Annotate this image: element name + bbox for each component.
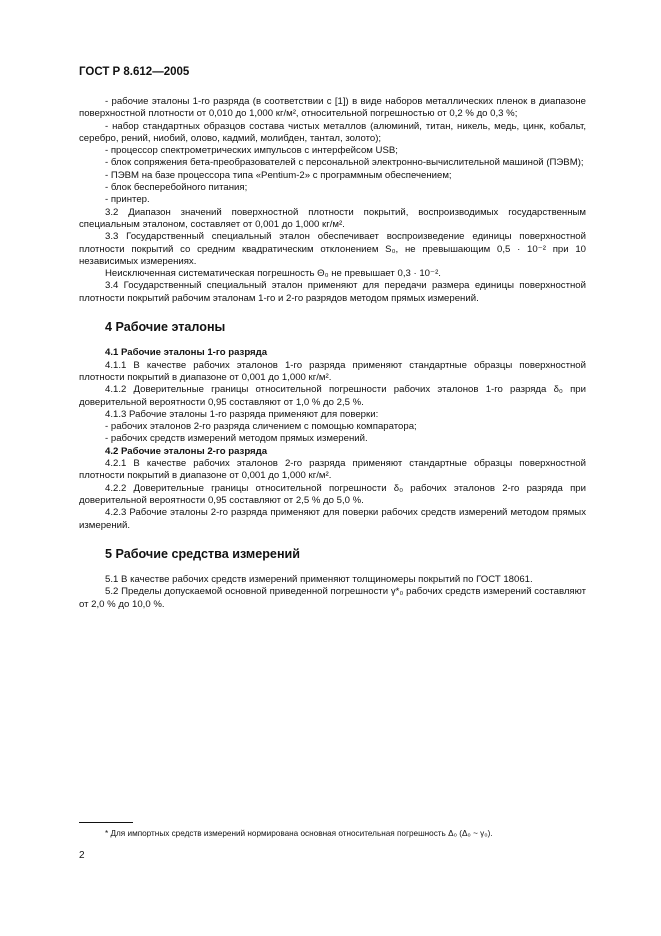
subsection-4-1-title: 4.1 Рабочие эталоны 1-го разряда [105,347,268,359]
document-header: ГОСТ Р 8.612—2005 [79,66,190,78]
footnote-divider [79,822,133,823]
list-item: - рабочих средств измерений методом прямых измерений. [105,433,368,445]
paragraph-3-3-error: Неисключенная систематическая погрешность Θ₀ не превышает 0,3 · 10⁻². [105,268,441,280]
paragraph-4-1-2: 4.1.2 Доверительные границы относительной погрешности рабочих эталонов 1-го разряда δ₀ при доверительной вероятности 0,95 составляют от 1,0 % до 2,5 %. [79,384,586,408]
list-item: - ПЭВМ на базе процессора типа «Pentium-2» с программным обеспечением; [105,169,452,181]
list-item: - принтер. [105,194,150,206]
document-body [79,96,586,611]
paragraph-4-2-3: 4.2.3 Рабочие эталоны 2-го разряда применяют для поверки рабочих средств измерений методом прямых измерений. [79,507,586,531]
section-5-title: 5 Рабочие средства измерений [105,546,301,561]
subsection-4-2-title: 4.2 Рабочие эталоны 2-го разряда [105,445,268,457]
list-item: - рабочих эталонов 2-го разряда сличением с помощью компаратора; [105,421,417,433]
paragraph-4-2-1: 4.2.1 В качестве рабочих эталонов 2-го разряда применяют стандартные образцы поверхностной плотности покрытий в диапазоне от 0,001 до 1,000 кг/м². [79,458,586,482]
paragraph-3-3: 3.3 Государственный специальный эталон обеспечивает воспроизведение единицы поверхностной плотности покрытий со средним квадратическим отклонением S₀, не превышающим 0,5 · 10⁻² при 10 независимых измерениях. [79,231,586,267]
list-item: - блок сопряжения бета-преобразователей с персональной электронно-вычислительной машиной (ПЭВМ); [105,157,584,169]
paragraph-4-2-2: 4.2.2 Доверительные границы относительной погрешности δ₀ рабочих эталонов 2-го разряда при доверительной вероятности 0,95 составляют от 2,5 % до 5,0 %. [79,482,586,506]
paragraph-5-1: 5.1 В качестве рабочих средств измерений применяют толщиномеры покрытий по ГОСТ 18061. [105,574,533,586]
paragraph-4-1-3: 4.1.3 Рабочие эталоны 1-го разряда применяют для поверки: [105,408,379,420]
list-item: - процессор спектрометрических импульсов с интерфейсом USB; [105,145,398,157]
section-4-title: 4 Рабочие эталоны [105,320,226,335]
list-item: - рабочие эталоны 1-го разряда (в соответствии с [1]) в виде наборов металлических пленок в диапазоне поверхностной плотности от 0,010 до 1,000 кг/м², относительной погрешностью от 0,2 % до 0,3 %; [79,96,586,120]
paragraph-5-2: 5.2 Пределы допускаемой основной приведенной погрешности γ*₀ рабочих средств измерений составляют от 2,0 % до 10,0 %. [79,586,586,610]
list-item: - набор стандартных образцов состава чистых металлов (алюминий, титан, никель, медь, цинк, кобальт, серебро, рений, ниобий, олово, кадмий, молибден, тантал, золото); [79,120,586,144]
paragraph-3-4: 3.4 Государственный специальный эталон применяют для передачи размера единицы поверхностной плотности покрытий рабочим эталонам 1-го и 2-го разрядов методом прямых измерений. [79,280,586,304]
footnote: * Для импортных средств измерений нормирована основная относительная погрешность Δ₀ (Δ₀ ~ γ₀). [105,829,493,838]
page-number: 2 [79,850,85,861]
paragraph-3-2: 3.2 Диапазон значений поверхностной плотности покрытий, воспроизводимых государственным специальным эталоном, составляет от 0,001 до 1,000 кг/м². [79,206,586,230]
paragraph-4-1-1: 4.1.1 В качестве рабочих эталонов 1-го разряда применяют стандартные образцы поверхностной плотности покрытий в диапазоне от 0,001 до 1,000 кг/м². [79,359,586,383]
list-item: - блок бесперебойного питания; [105,182,248,194]
